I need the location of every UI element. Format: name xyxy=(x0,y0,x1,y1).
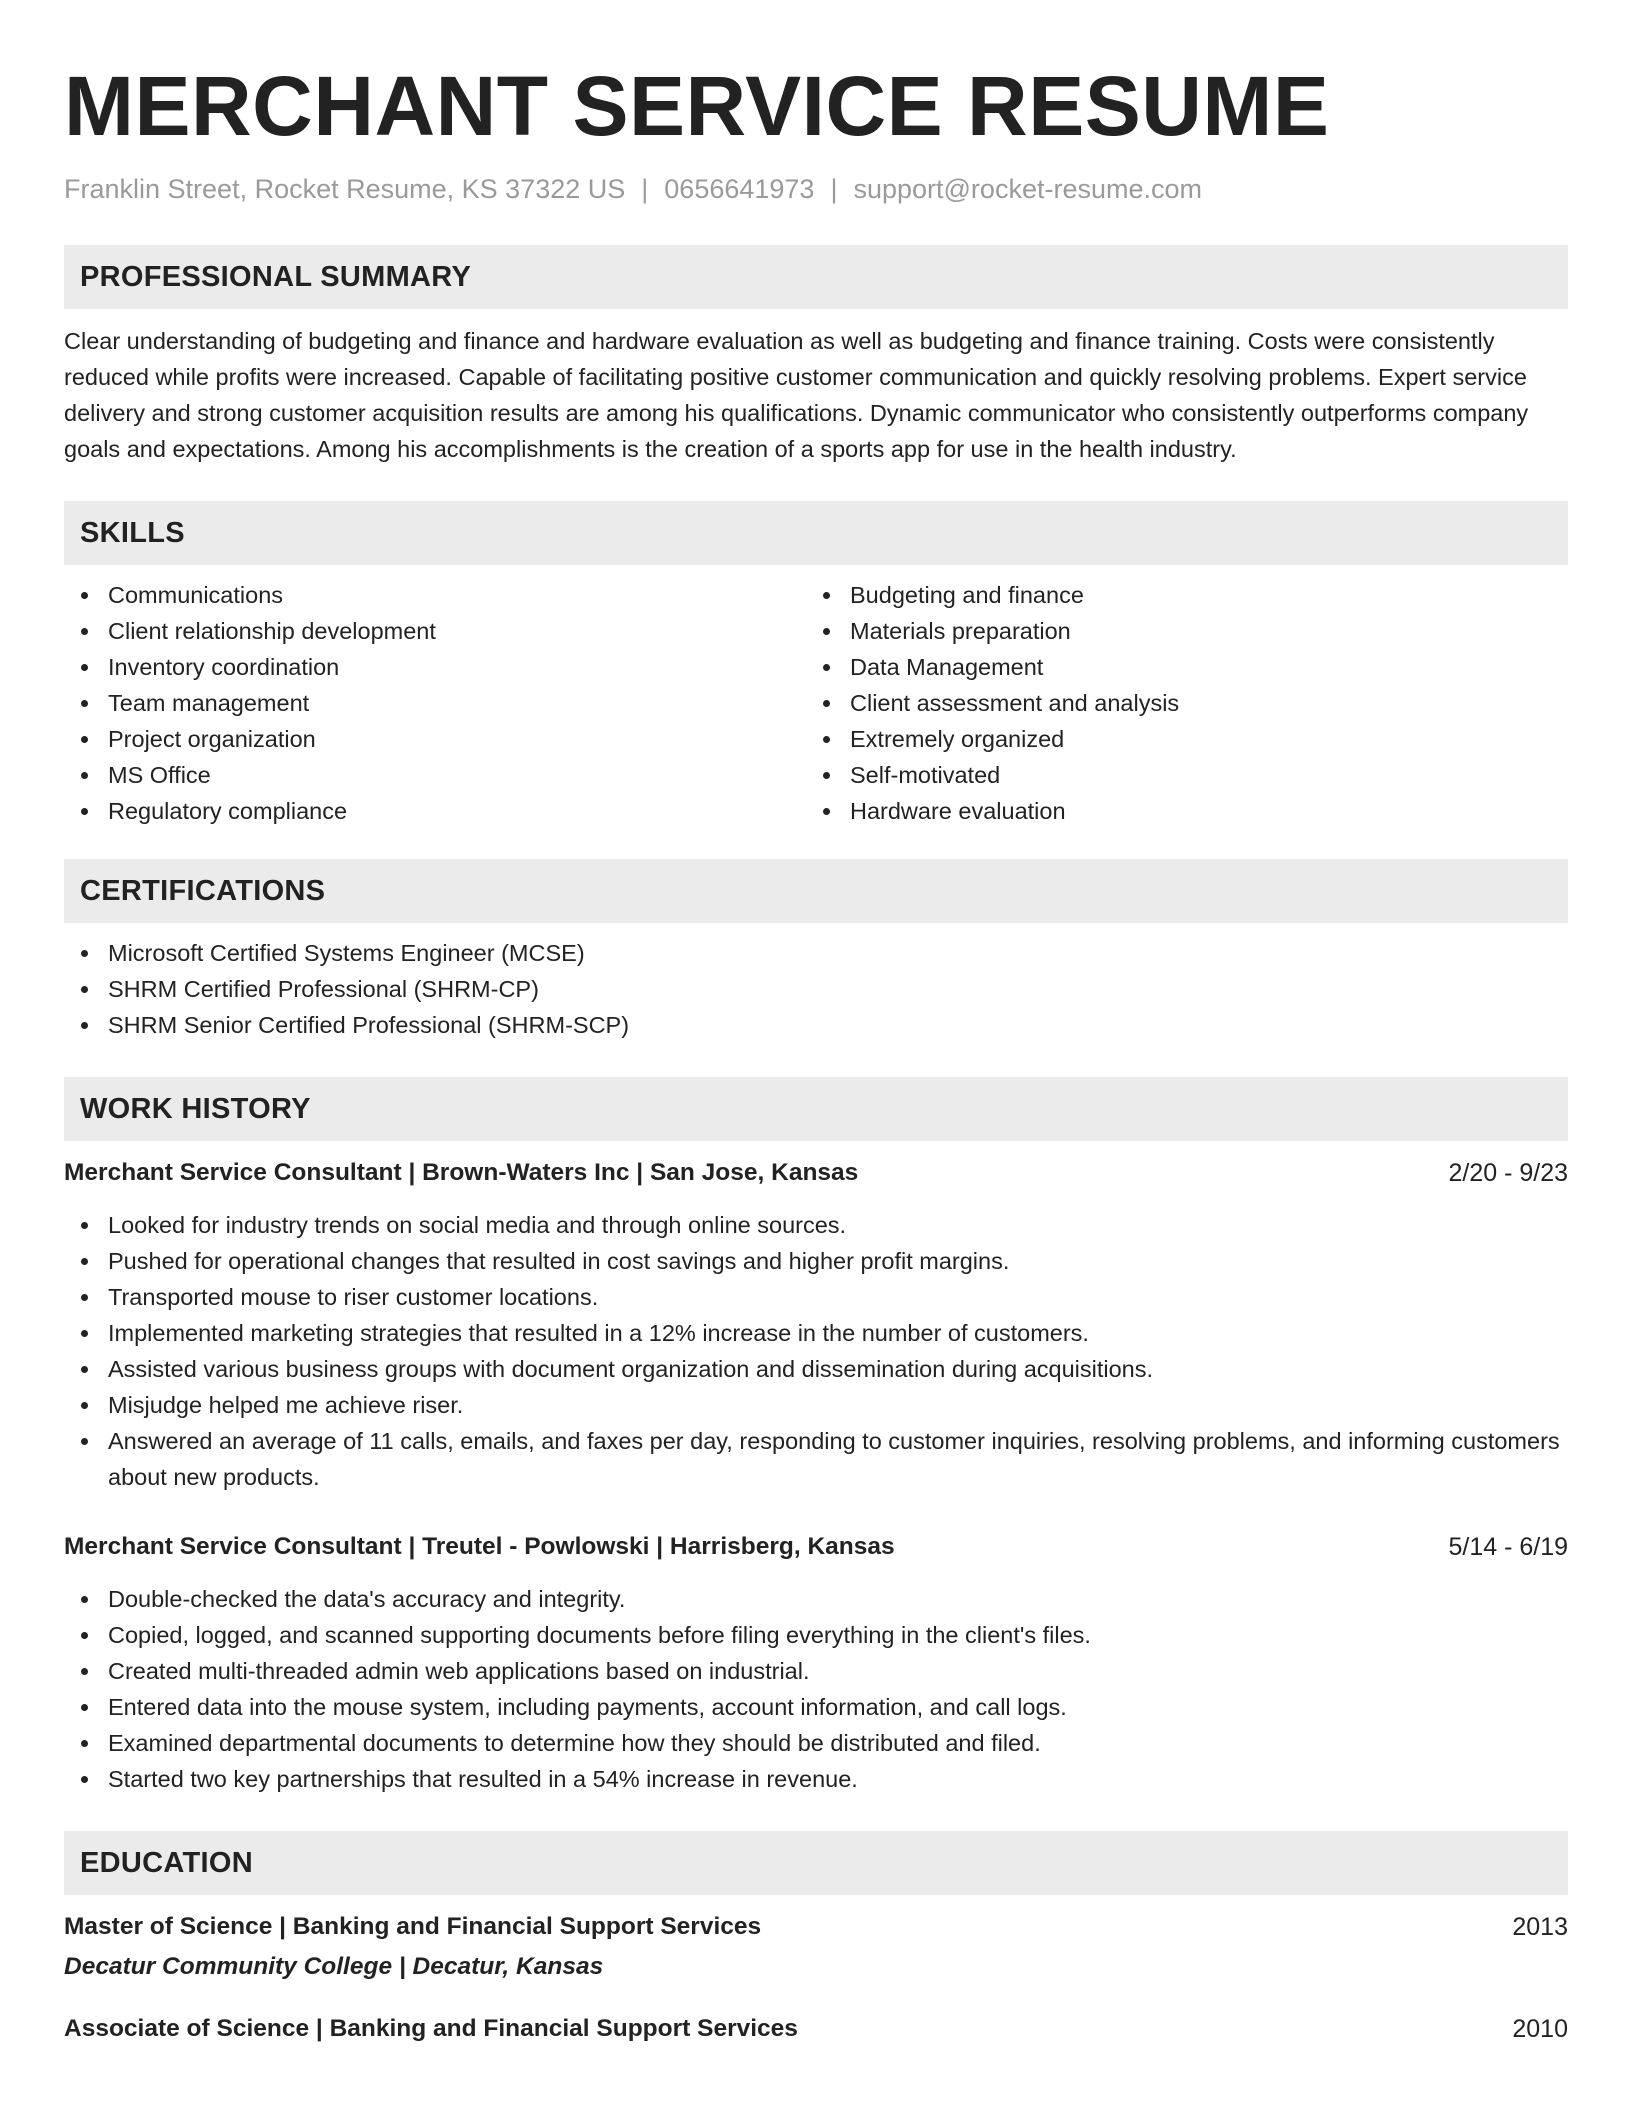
skills-column-right xyxy=(806,577,1548,829)
certification-item: Microsoft Certified Systems Engineer (MCSE) xyxy=(64,935,1568,971)
summary-text: Clear understanding of budgeting and finance and hardware evaluation as well as budgeting and finance training. Costs were consistently reduced while profits were increased. Capable of facilitating positive customer communication and quickly resolving problems. Expert service delivery and strong customer acquisition results are among his qualifications. Dynamic communicator who consistently outperforms company goals and expectations. Among his accomplishments is the creation of a sports app for use in the health industry. xyxy=(64,328,1529,462)
job-duty: Looked for industry trends on social media and through online sources. xyxy=(64,1207,1568,1243)
education-degree: Master of Science | Banking and Financial Support Services xyxy=(64,1913,762,1940)
education-year: 2010 xyxy=(1512,2015,1568,2043)
skills-heading: SKILLS xyxy=(64,501,1568,565)
skill-item: Extremely organized xyxy=(806,721,1548,757)
job-dates: 2/20 - 9/23 xyxy=(1448,1159,1568,1187)
job-duty: Entered data into the mouse system, including payments, account information, and call logs. xyxy=(64,1689,1568,1725)
contact-address: Franklin Street, Rocket Resume, KS 37322 US xyxy=(64,174,626,204)
skill-item: MS Office xyxy=(64,757,806,793)
skills-list xyxy=(64,577,1568,829)
contact-separator: | xyxy=(641,174,649,204)
skill-item: Communications xyxy=(64,577,806,613)
work-history-heading: WORK HISTORY xyxy=(64,1077,1568,1141)
education-header xyxy=(64,1909,1568,1945)
contact-line xyxy=(64,172,1568,206)
resume-page xyxy=(64,0,1568,2047)
skill-item: Client relationship development xyxy=(64,613,806,649)
skill-item: Team management xyxy=(64,685,806,721)
contact-separator: | xyxy=(830,174,838,204)
job-duty: Transported mouse to riser customer locations. xyxy=(64,1279,1568,1315)
skill-item: Budgeting and finance xyxy=(806,577,1548,613)
job-duty: Pushed for operational changes that resulted in cost savings and higher profit margins. xyxy=(64,1243,1568,1279)
job-duty: Assisted various business groups with document organization and dissemination during acquisitions. xyxy=(64,1351,1568,1387)
job-duty: Double-checked the data's accuracy and integrity. xyxy=(64,1581,1568,1617)
job-entry xyxy=(64,1155,1568,1495)
skill-item: Self-motivated xyxy=(806,757,1548,793)
contact-email: support@rocket-resume.com xyxy=(853,174,1202,204)
certification-item: SHRM Senior Certified Professional (SHRM-SCP) xyxy=(64,1007,1568,1043)
skill-item: Inventory coordination xyxy=(64,649,806,685)
skills-column-left xyxy=(64,577,806,829)
education-year: 2013 xyxy=(1512,1913,1568,1941)
education-header xyxy=(64,2011,1568,2047)
certification-item: SHRM Certified Professional (SHRM-CP) xyxy=(64,971,1568,1007)
skill-item: Project organization xyxy=(64,721,806,757)
job-title: Merchant Service Consultant | Brown-Waters Inc | San Jose, Kansas xyxy=(64,1159,859,1186)
skill-item: Regulatory compliance xyxy=(64,793,806,829)
certifications-heading: CERTIFICATIONS xyxy=(64,859,1568,923)
contact-phone: 0656641973 xyxy=(664,174,815,204)
job-header xyxy=(64,1155,1568,1191)
job-duty: Answered an average of 11 calls, emails, and faxes per day, responding to customer inquiries, resolving problems, and informing customers about new products. xyxy=(64,1423,1568,1495)
skill-item: Materials preparation xyxy=(806,613,1548,649)
skill-item: Client assessment and analysis xyxy=(806,685,1548,721)
summary-heading: PROFESSIONAL SUMMARY xyxy=(64,245,1568,309)
job-duty: Copied, logged, and scanned supporting documents before filing everything in the client's files. xyxy=(64,1617,1568,1653)
education-school: Decatur Community College | Decatur, Kansas xyxy=(64,1953,604,1980)
job-duty: Misjudge helped me achieve riser. xyxy=(64,1387,1568,1423)
job-duty: Created multi-threaded admin web applications based on industrial. xyxy=(64,1653,1568,1689)
job-duty: Examined departmental documents to determine how they should be distributed and filed. xyxy=(64,1725,1568,1761)
skill-item: Data Management xyxy=(806,649,1548,685)
education-entry xyxy=(64,2011,1568,2047)
education-entry xyxy=(64,1909,1568,1985)
job-title: Merchant Service Consultant | Treutel - Powlowski | Harrisberg, Kansas xyxy=(64,1533,895,1560)
job-duties xyxy=(64,1581,1568,1797)
job-entry xyxy=(64,1529,1568,1797)
job-dates: 5/14 - 6/19 xyxy=(1448,1533,1568,1561)
skill-item: Hardware evaluation xyxy=(806,793,1548,829)
resume-title: MERCHANT SERVICE RESUME xyxy=(64,59,1330,153)
job-duty: Started two key partnerships that resulted in a 54% increase in revenue. xyxy=(64,1761,1568,1797)
job-duty: Implemented marketing strategies that resulted in a 12% increase in the number of customers. xyxy=(64,1315,1568,1351)
education-heading: EDUCATION xyxy=(64,1831,1568,1895)
job-duties xyxy=(64,1207,1568,1495)
education-degree: Associate of Science | Banking and Financial Support Services xyxy=(64,2015,798,2042)
certifications-list xyxy=(64,935,1568,1043)
job-header xyxy=(64,1529,1568,1565)
